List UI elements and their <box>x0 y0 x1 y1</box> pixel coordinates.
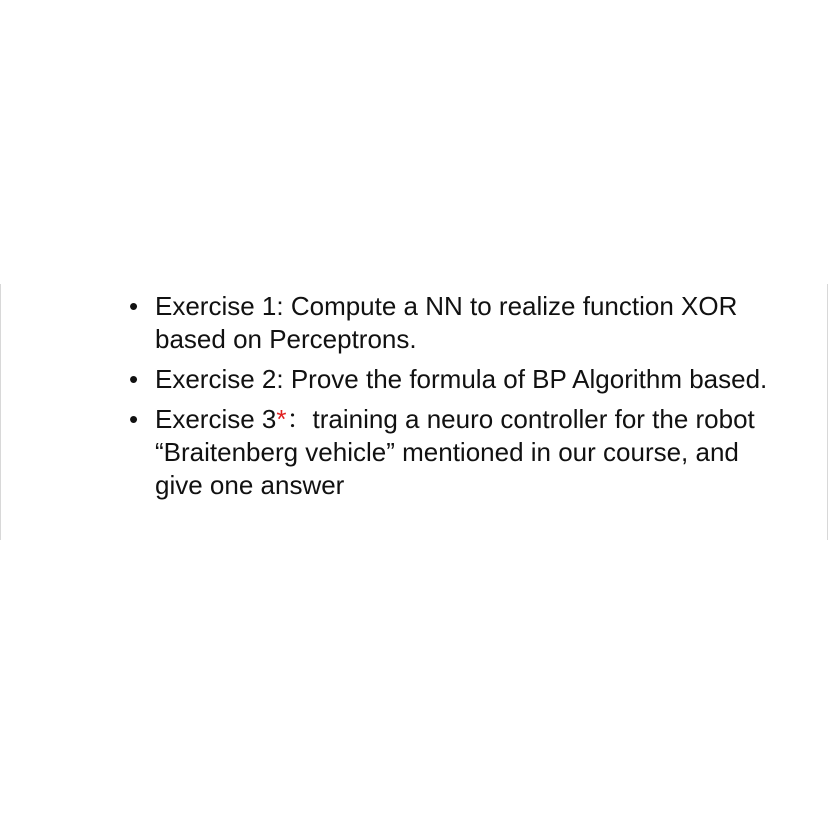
bullet-icon: • <box>129 404 139 434</box>
bullet-icon: • <box>129 291 139 321</box>
exercise-list <box>129 290 789 509</box>
slide-content <box>0 284 828 540</box>
exercise-text: training a neuro controller for the robot “Braitenberg vehicle” mentioned in our course, and give one answer <box>155 404 755 500</box>
exercise-item-2 <box>129 363 789 396</box>
exercise-item-3 <box>129 403 789 502</box>
exercise-title: Exercise 3 <box>155 404 277 434</box>
optional-star-marker: * <box>276 404 287 434</box>
exercise-item-1 <box>129 290 789 356</box>
exercise-separator: ： <box>286 404 313 434</box>
exercise-text: Exercise 2: Prove the formula of BP Algorithm based. <box>155 364 768 394</box>
bullet-icon: • <box>129 364 139 394</box>
exercise-text: Exercise 1: Compute a NN to realize function XOR based on Perceptrons. <box>155 291 738 354</box>
